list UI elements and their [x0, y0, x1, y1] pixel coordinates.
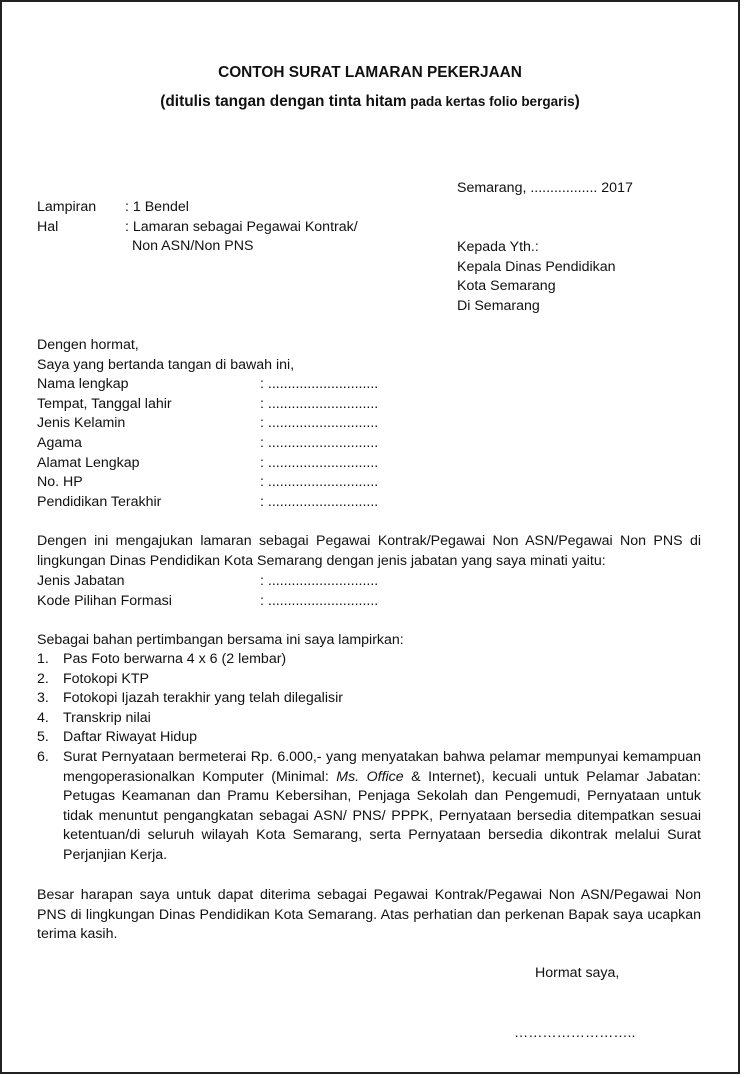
document-subtitle: [2, 93, 738, 111]
list-item: [37, 650, 701, 670]
lampiran-label: Lampiran: [37, 199, 97, 215]
list-item: [37, 670, 701, 690]
hal-value: : Lamaran sebagai Pegawai Kontrak/: [125, 218, 358, 235]
field-label: Tempat, Tanggal lahir: [37, 395, 172, 412]
sign-off: Hormat saya,: [535, 965, 620, 981]
identity-row: [37, 454, 378, 474]
intro: Saya yang bertanda tangan di bawah ini,: [37, 356, 295, 373]
field-label: Kode Pilihan Formasi: [37, 592, 172, 609]
field-value: : ............................: [260, 474, 379, 491]
list-item: [37, 689, 701, 709]
identity-block: [37, 336, 378, 512]
list-item: [37, 748, 701, 866]
item-text: Fotokopi KTP: [63, 670, 149, 687]
field-value: : ............................: [260, 434, 379, 451]
job-row: [37, 592, 378, 612]
item-text: Transkrip nilai: [63, 709, 151, 726]
field-value: : ............................: [260, 415, 379, 432]
subtitle-main: (ditulis tangan dengan tinta hitam: [160, 93, 407, 110]
subtitle-close: ): [574, 93, 580, 110]
field-label: Nama lengkap: [37, 376, 129, 393]
field-value: : ............................: [260, 592, 379, 609]
item-number: 4.: [37, 709, 49, 726]
closing-paragraph: Besar harapan saya untuk dapat diterima sebagai Pegawai Kontrak/Pegawai Non ASN/Pegawai Non PNS di lingkungan Dinas Pendidikan Kota Semarang. Atas perhatian dan perkenan Bapak saya ucapkan terima kasih.: [37, 887, 701, 943]
hal-value-cont: Non ASN/Non PNS: [132, 238, 254, 255]
field-label: Jenis Kelamin: [37, 415, 126, 432]
document-title: CONTOH SURAT LAMARAN PEKERJAAN: [218, 64, 522, 81]
attachments-list: [37, 650, 701, 866]
identity-row: [37, 375, 378, 395]
attachments-intro: Sebagai bahan pertimbangan bersama ini saya lampirkan:: [37, 632, 404, 648]
lampiran-value: : 1 Bendel: [125, 199, 189, 215]
field-label: Pendidikan Terakhir: [37, 493, 162, 510]
item-text: Daftar Riwayat Hidup: [63, 729, 198, 746]
letter-meta: [37, 198, 358, 257]
greeting: Dengen hormat,: [37, 337, 139, 353]
field-label: Jenis Jabatan: [37, 573, 125, 589]
list-item: [37, 709, 701, 729]
recipient-line: Di Semarang: [457, 297, 540, 314]
hal-cont-row: [37, 237, 358, 257]
identity-row: [37, 434, 378, 454]
place-date: Semarang, ................. 2017: [457, 180, 633, 196]
field-label: Agama: [37, 434, 82, 451]
field-value: : ............................: [260, 454, 379, 471]
recipient-line: Kepada Yth.:: [457, 239, 539, 255]
field-value: : ............................: [260, 395, 379, 412]
identity-row: [37, 493, 378, 513]
recipient-line: Kepala Dinas Pendidikan: [457, 258, 616, 275]
item-text: Pas Foto berwarna 4 x 6 (2 lembar): [63, 651, 287, 667]
subtitle-small: pada kertas folio bergaris: [406, 94, 575, 109]
identity-row: [37, 473, 378, 493]
item-text-part: Surat Pernyataan bermeterai Rp. 6.000,- yang menyatakan bahwa pelamar mempunyai kemampuan mengoperasionalkan Komputer (Minimal:: [63, 748, 701, 785]
item-text-italic: Ms. Office: [336, 768, 404, 785]
recipient-block: [457, 238, 616, 316]
field-value: : ............................: [260, 493, 379, 510]
item-number: 5.: [37, 729, 49, 746]
item-number: 1.: [37, 651, 49, 667]
identity-row: [37, 395, 378, 415]
application-paragraph: Dengen ini mengajukan lamaran sebagai Pegawai Kontrak/Pegawai Non ASN/Pegawai Non PNS di lingkungan Dinas Pendidikan Kota Semarang dengan jenis jabatan yang saya minati yaitu:: [37, 533, 701, 569]
item-number: 2.: [37, 670, 49, 687]
lampiran-row: [37, 198, 358, 218]
field-value: : ............................: [260, 376, 379, 393]
job-row: [37, 572, 378, 592]
field-label: No. HP: [37, 474, 83, 491]
item-text: [63, 748, 701, 866]
signature-line: ……………………..: [514, 1025, 636, 1041]
item-number: 3.: [37, 690, 49, 707]
field-value: : ............................: [260, 573, 379, 589]
job-block: [37, 572, 378, 611]
hal-label: Hal: [37, 218, 59, 235]
identity-row: [37, 414, 378, 434]
recipient-line: Kota Semarang: [457, 278, 556, 295]
field-label: Alamat Lengkap: [37, 454, 140, 471]
item-number: 6.: [37, 748, 49, 765]
hal-row: [37, 218, 358, 238]
list-item: [37, 728, 701, 748]
item-text: Fotokopi Ijazah terakhir yang telah dilegalisir: [63, 690, 343, 707]
item-text-part: & Internet), kecuali untuk Pelamar Jabatan: Petugas Keamanan dan Pramu Kebersihan, Penjaga Sekolah dan Pengemudi, Pernyataan untuk tidak menuntut pengangkatan sebagai ASN/ PNS/ PPPK, Pernyataan bersedia ditempatkan sesuai ketentuan/di seluruh wilayah Kota Semarang, serta Pernyataan bersedia dikontrak melalui Surat Perjanjian Kerja.: [63, 768, 701, 863]
